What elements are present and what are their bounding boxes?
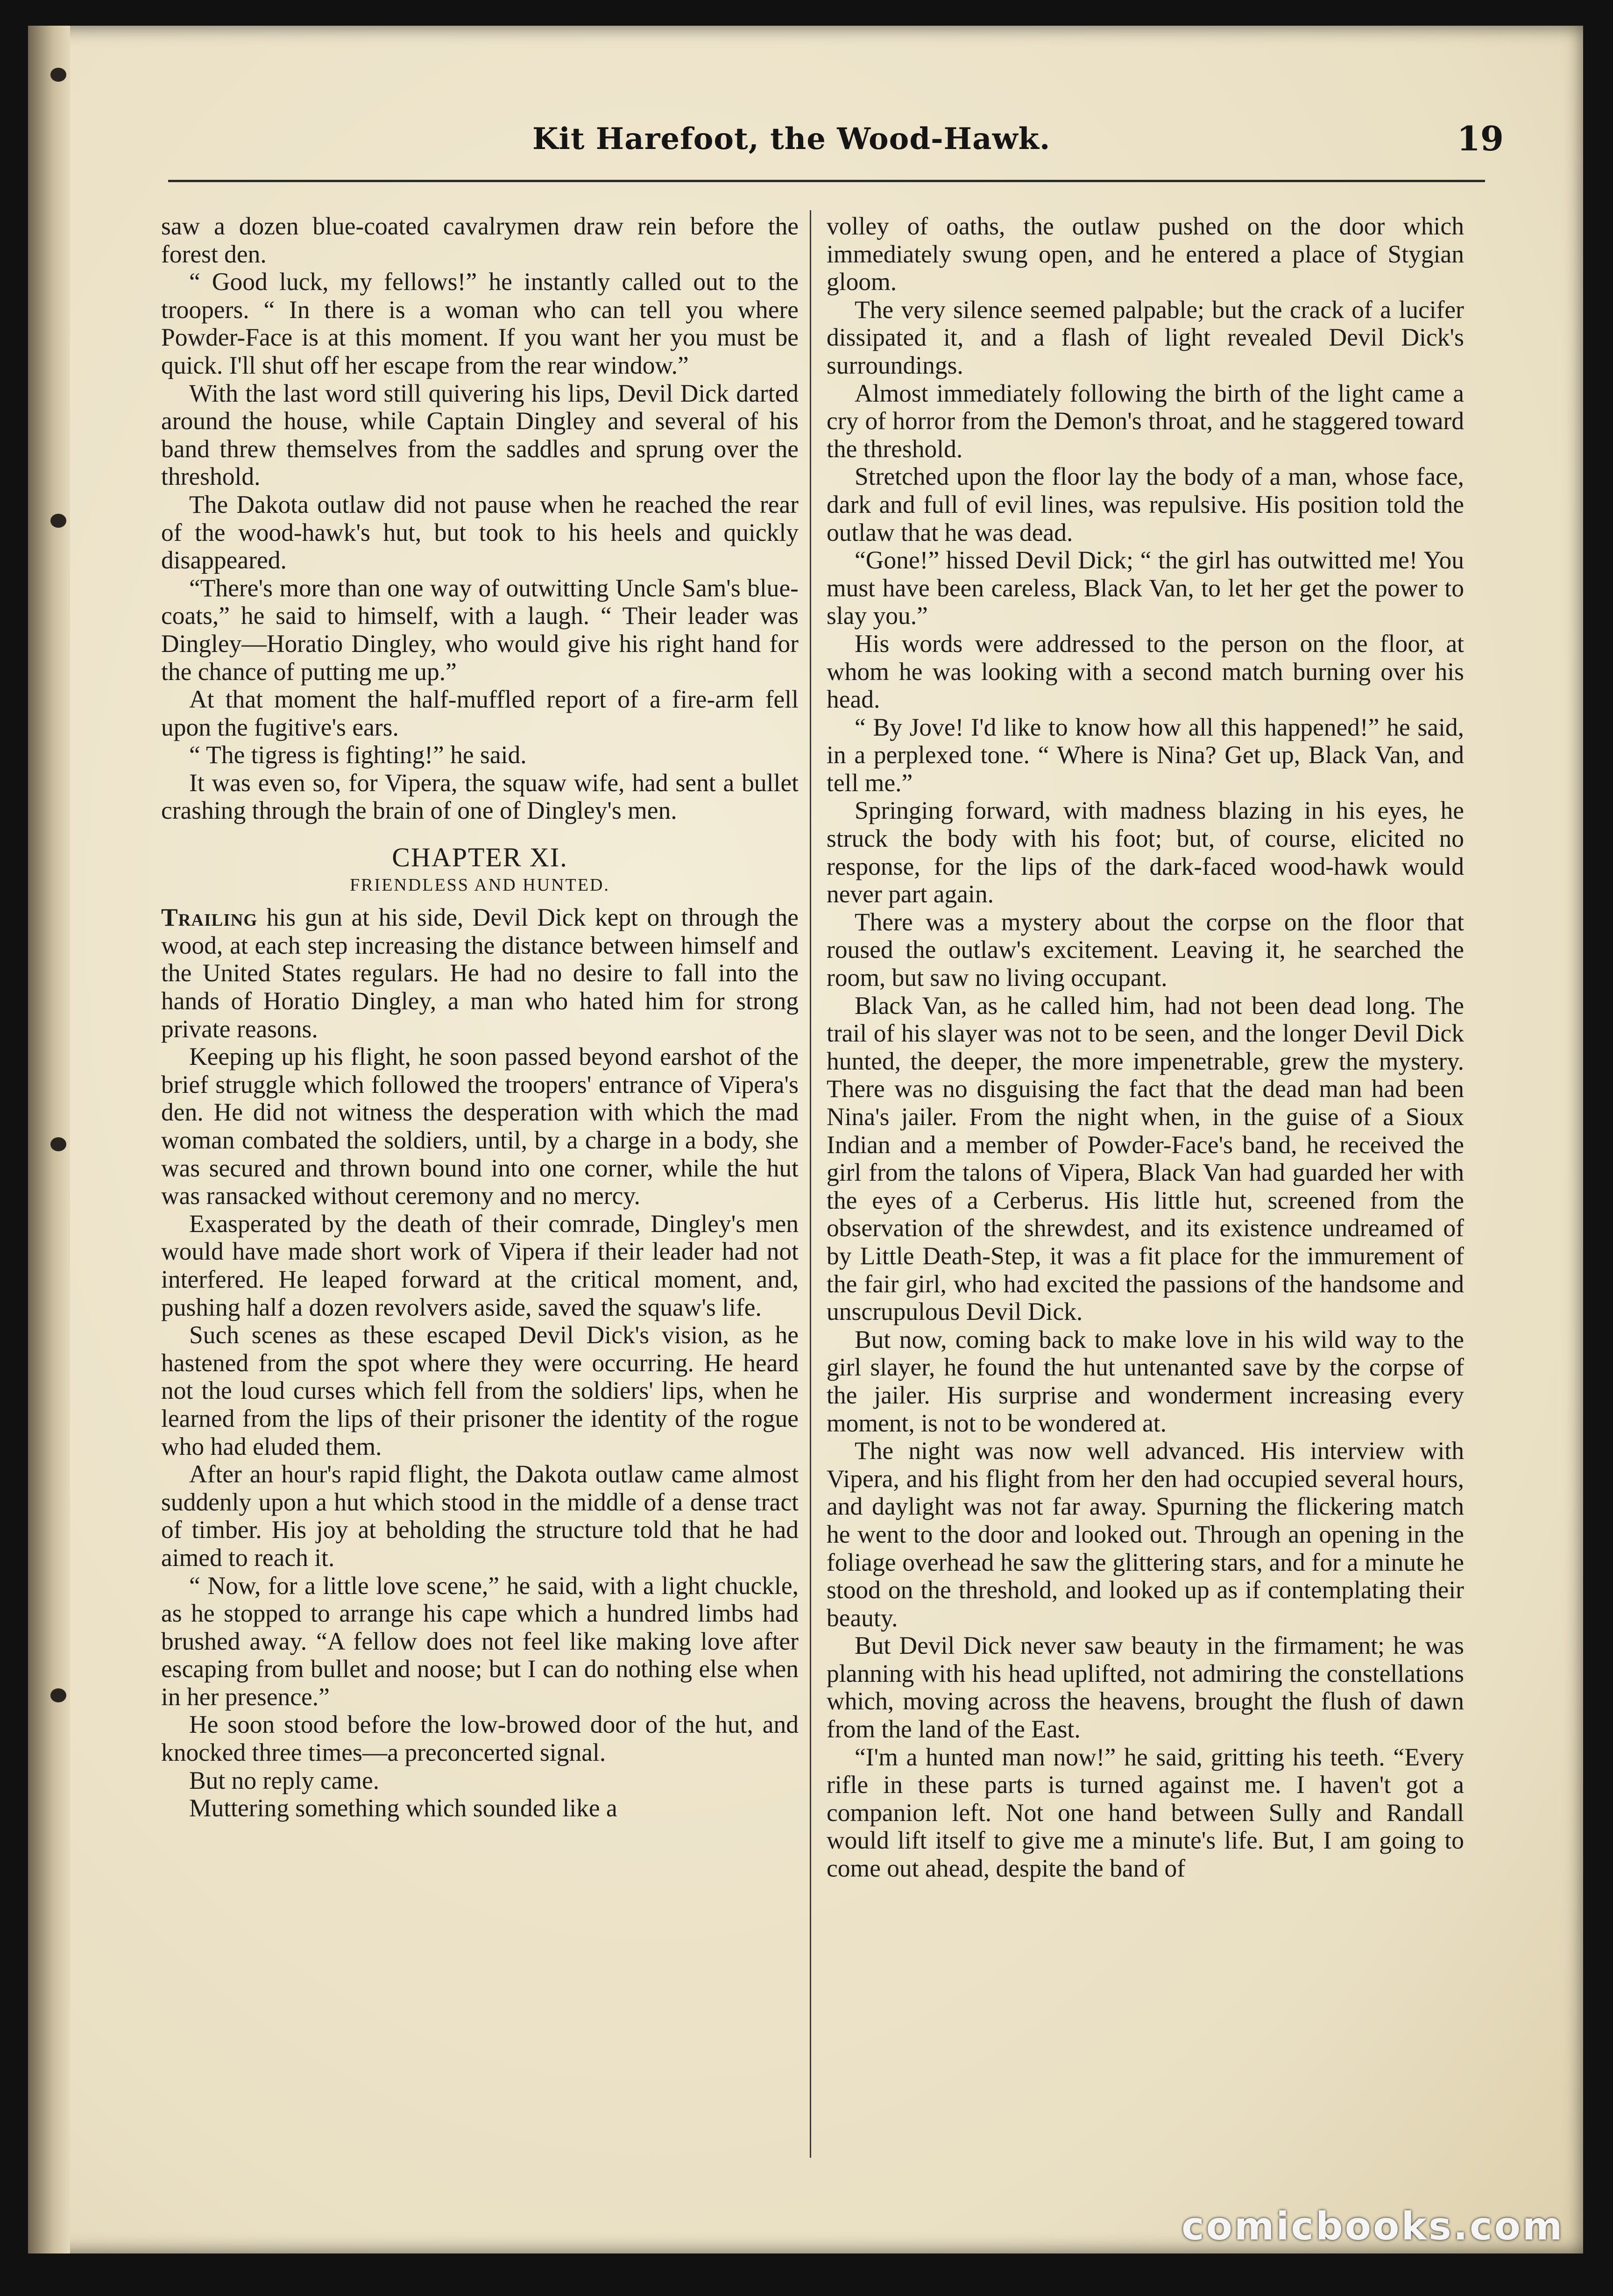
chapter-subtitle: FRIENDLESS AND HUNTED. bbox=[350, 875, 610, 895]
left-paragraphs-after-chapter bbox=[161, 1043, 799, 1822]
paragraph: It was even so, for Vipera, the squaw wife, had sent a bullet crashing through the brain of one of Dingley's men. bbox=[161, 768, 799, 825]
paragraph: Springing forward, with madness blazing in his eyes, he struck the body with his foot; but, of course, elicited no response, for the lips of the dark-faced wood-hawk would never part again. bbox=[827, 796, 1464, 908]
paragraph: After an hour's rapid flight, the Dakota outlaw came almost suddenly upon a hut which stood in the middle of a dense tract of timber. His joy at beholding the structure told that he had aimed to reach it. bbox=[161, 1460, 799, 1572]
right-paragraphs bbox=[827, 213, 1464, 1883]
paragraph: Stretched upon the floor lay the body of a man, whose face, dark and full of evil lines, was repulsive. His position told the outlaw that he was dead. bbox=[827, 462, 1464, 546]
paragraph: Black Van, as he called him, had not been dead long. The trail of his slayer was not to be seen, and the longer Devil Dick hunted, the deeper, the more impenetrable, grew the mystery. There was no disguising the fact that the dead man had been Nina's jailer. From the night when, in the guise of a Sioux Indian and a member of Powder-Face's band, he received the girl from the talons of Vipera, Black Van had guarded her with the eyes of a Cerberus. His little hut, screened from the observation of the shrewdest, and its existence undreamed of by Little Death-Step, it was a fit place for the immurement of the fair girl, who had excited the passions of the handsome and unscrupulous Devil Dick. bbox=[827, 991, 1464, 1326]
paragraph: With the last word still quivering his lips, Devil Dick darted around the house, while Captain Dingley and several of his band threw themselves from the saddles and sprung over the threshold. bbox=[161, 379, 799, 491]
paragraph: “ Good luck, my fellows!” he instantly called out to the troopers. “ In there is a woman who can tell you where Powder-Face is at this moment. If you want her you must be quick. I'll shut off her escape from the rear window.” bbox=[161, 268, 799, 379]
paragraph: The Dakota outlaw did not pause when he reached the rear of the wood-hawk's hut, but took to his heels and quickly disappeared. bbox=[161, 490, 799, 574]
running-title: Kit Harefoot, the Wood-Hawk. bbox=[532, 121, 1051, 156]
paragraph: Almost immediately following the birth of the light came a cry of horror from the Demon's throat, and he staggered toward the threshold. bbox=[827, 379, 1464, 463]
paragraph: The very silence seemed palpable; but the crack of a lucifer dissipated it, and a flash of light revealed Devil Dick's surroundings. bbox=[827, 295, 1464, 379]
paragraph: “ By Jove! I'd like to know how all this happened!” he said, in a perplexed tone. “ Where is Nina? Get up, Black Van, and tell me.” bbox=[827, 713, 1464, 797]
watermark: comicbooks.com bbox=[1181, 2204, 1564, 2249]
left-column bbox=[161, 213, 799, 1822]
paragraph: But now, coming back to make love in his wild way to the girl slayer, he found the hut untenanted save by the corpse of the jailer. His surprise and wonderment increasing every moment, is not to be wondered at. bbox=[827, 1325, 1464, 1437]
binding-hole bbox=[50, 68, 66, 82]
running-head bbox=[159, 112, 1504, 168]
left-paragraphs-before-chapter bbox=[161, 213, 799, 825]
paragraph: Muttering something which sounded like a bbox=[189, 1794, 617, 1822]
chapter-first-word: Trailing bbox=[161, 903, 258, 932]
binding-hole bbox=[50, 1688, 66, 1702]
binding-hole bbox=[50, 1137, 66, 1151]
page-number: 19 bbox=[1457, 119, 1504, 158]
chapter-opening-paragraph bbox=[161, 904, 799, 1043]
column-divider bbox=[810, 210, 811, 2158]
paragraph: The night was now well advanced. His interview with Vipera, and his flight from her den had occupied several hours, and daylight was not far away. Spurning the flickering match he went to the door and looked out. Through an opening in the foliage overhead he saw the glittering stars, and for a minute he stood on the threshold, and looked up as if contemplating their beauty. bbox=[827, 1437, 1464, 1632]
paragraph: saw a dozen blue-coated cavalrymen draw rein before the forest den. bbox=[161, 212, 799, 268]
paragraph: “There's more than one way of outwitting Uncle Sam's blue-coats,” he said to himself, with a laugh. “ Their leader was Dingley—Horatio Dingley, who would give his right hand for the chance of putting me up.” bbox=[161, 574, 799, 686]
paragraph: volley of oaths, the outlaw pushed on the door which immediately swung open, and he entered a place of Stygian gloom. bbox=[827, 212, 1464, 296]
right-column bbox=[827, 213, 1464, 1883]
paragraph: He soon stood before the low-browed door of the hut, and knocked three times—a preconcerted signal. bbox=[161, 1710, 799, 1767]
paragraph: His words were addressed to the person on the floor, at whom he was looking with a second match burning over his head. bbox=[827, 629, 1464, 714]
paragraph: But Devil Dick never saw beauty in the firmament; he was planning with his head uplifted, not admiring the constellations which, moving across the heavens, brought the flush of dawn from the land of the East. bbox=[827, 1631, 1464, 1743]
header-rule bbox=[168, 180, 1485, 182]
chapter-title: CHAPTER XI. bbox=[392, 842, 568, 873]
paragraph: “Gone!” hissed Devil Dick; “ the girl has outwitted me! You must have been careless, Black Van, to let her get the power to slay you.” bbox=[827, 546, 1464, 630]
paragraph: Keeping up his flight, he soon passed beyond earshot of the brief struggle which followed the troopers' entrance of Vipera's den. He did not witness the desperation with which the mad woman combated the soldiers, until, by a charge in a body, she was secured and thrown bound into one corner, while the hut was ransacked without ceremony and no mercy. bbox=[161, 1042, 799, 1210]
paragraph: “I'm a hunted man now!” he said, gritting his teeth. “Every rifle in these parts is turned against me. I haven't got a companion left. Not one hand between Sully and Randall would lift itself to give me a minute's life. But, I am going to come out ahead, despite the band of bbox=[827, 1743, 1464, 1883]
paragraph: Such scenes as these escaped Devil Dick's vision, as he hastened from the spot where they were occurring. He heard not the loud curses which fell from the soldiers' lips, when he learned from the lips of their prisoner the identity of the rogue who had eluded them. bbox=[161, 1321, 799, 1460]
paragraph: “ The tigress is fighting!” he said. bbox=[189, 741, 527, 769]
paragraph: “ Now, for a little love scene,” he said, with a light chuckle, as he stopped to arrange his cape which a hundred limbs had brushed away. “A fellow does not feel like making love after escaping from bullet and noose; but I can do nothing else when in her presence.” bbox=[161, 1571, 799, 1711]
binding-hole bbox=[50, 514, 66, 528]
paragraph: There was a mystery about the corpse on the floor that roused the outlaw's excitement. Leaving it, he searched the room, but saw no living occupant. bbox=[827, 907, 1464, 992]
paragraph: Exasperated by the death of their comrade, Dingley's men would have made short work of Vipera if their leader had not interfered. He leaped forward at the critical moment, and, pushing half a dozen revolvers aside, saved the squaw's life. bbox=[161, 1209, 799, 1321]
chapter-opening-text: his gun at his side, Devil Dick kept on through the wood, at each step increasing the distance between himself and the United States regulars. He had no desire to fall into the hands of Horatio Dingley, a man who hated him for strong private reasons. bbox=[161, 903, 799, 1043]
paragraph: At that moment the half-muffled report of a fire-arm fell upon the fugitive's ears. bbox=[161, 685, 799, 741]
paragraph: But no reply came. bbox=[189, 1766, 380, 1794]
